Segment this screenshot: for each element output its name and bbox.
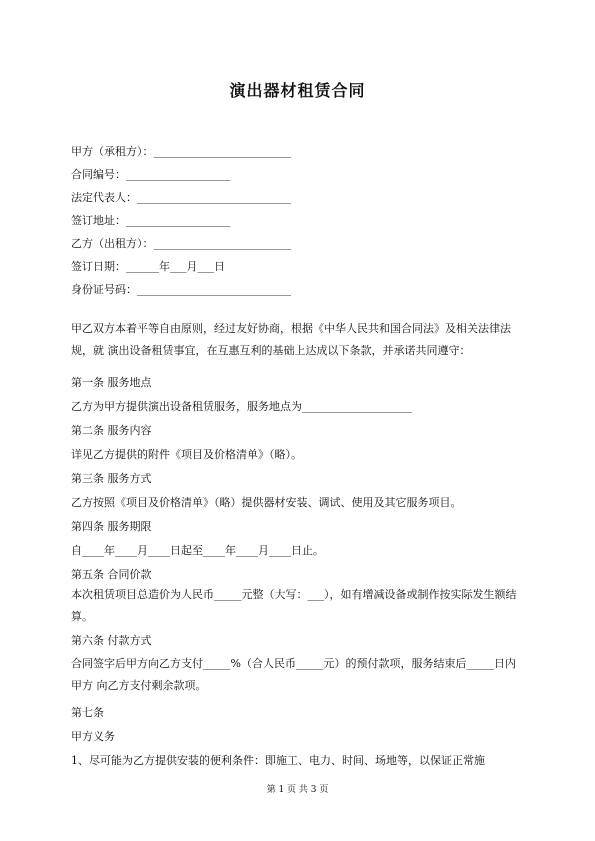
article-3-title: 第三条 服务方式 (71, 472, 152, 485)
field-legal-representative: 法定代表人：____________________________ (71, 191, 291, 204)
party-a-duty-1: 1、尽可能为乙方提供安装的便利条件：即施工、电力、时间、场地等，以保证正常施 (71, 754, 485, 767)
article-2-body: 详见乙方提供的附件《项目及价格清单》（略）。 (71, 448, 302, 461)
article-5-title: 第五条 合同价款 (71, 568, 152, 581)
field-signing-address: 签订地址：___________________ (71, 214, 231, 227)
field-contract-number: 合同编号：___________________ (71, 168, 231, 181)
field-id-number: 身份证号码：____________________________ (71, 283, 291, 296)
party-a-duties-heading: 甲方义务 (71, 730, 115, 743)
article-7-title: 第七条 (71, 706, 104, 719)
article-1-title: 第一条 服务地点 (71, 376, 152, 389)
article-2-title: 第二条 服务内容 (71, 424, 152, 437)
article-3-body: 乙方按照《项目及价格清单》（略）提供器材安装、调试、使用及其它服务项目。 (71, 496, 462, 509)
intro-paragraph: 甲乙双方本着平等自由原则，经过友好协商，根据《中华人民共和国合同法》及相关法律法规，就 演出设备租赁事宜，在互惠互利的基础上达成以下条款，并承诺共同遵守： (71, 322, 511, 357)
field-party-a: 甲方（承租方）：_________________________ (71, 145, 291, 158)
article-5-body: 本次租赁项目总造价为人民币_____元整（大写：___），如有增减设备或制作按实际发生额结算。 (71, 588, 517, 623)
article-6-body: 合同签字后甲方向乙方支付_____%（合人民币_____元）的预付款项，服务结束后_____日内甲方 向乙方支付剩余款项。 (71, 657, 516, 692)
article-6-title: 第六条 付款方式 (71, 634, 152, 647)
article-4-body: 自____年____月____日起至____年____月____日止。 (71, 544, 324, 557)
article-4-title: 第四条 服务期限 (71, 520, 152, 533)
document-title: 演出器材租赁合同 (229, 81, 366, 100)
field-signing-date: 签订日期：______年___月___日 (71, 260, 225, 273)
page-number-footer: 第 1 页 共 3 页 (266, 785, 329, 795)
article-1-body: 乙方为甲方提供演出设备租赁服务，服务地点为____________________ (71, 400, 412, 413)
field-party-b: 乙方（出租方）：_________________________ (71, 237, 291, 250)
